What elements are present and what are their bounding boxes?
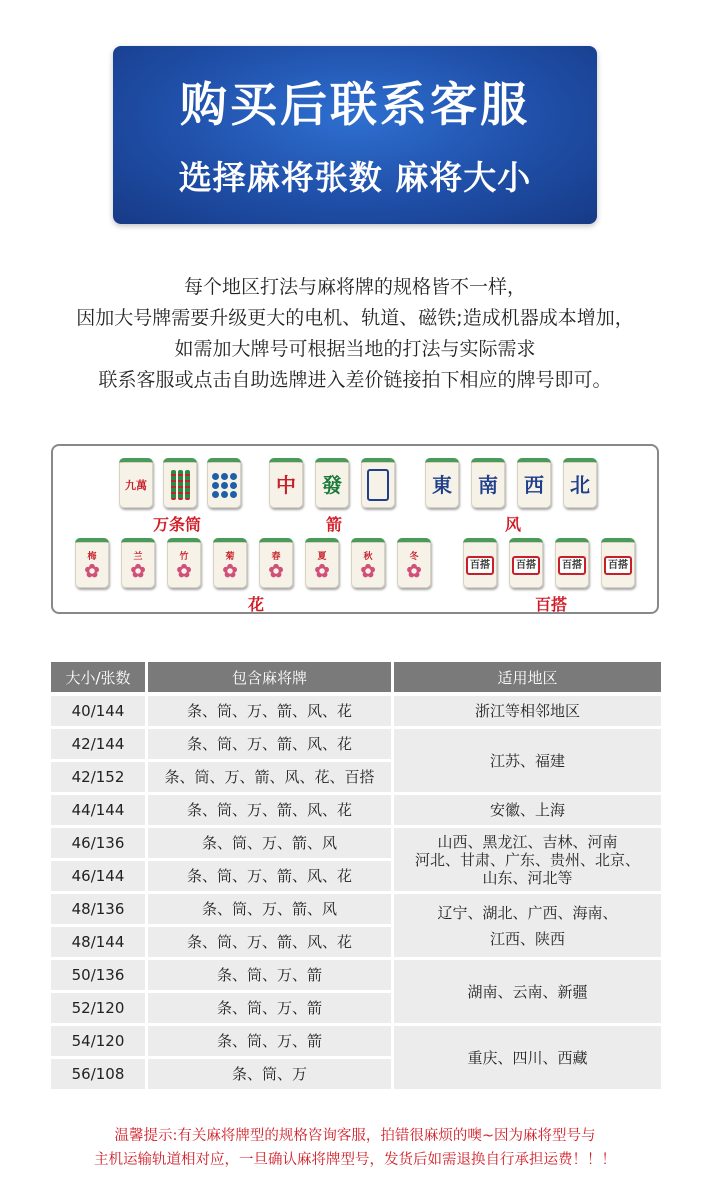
region-cell: 湖南、云南、新疆 bbox=[394, 960, 661, 1023]
north-wind-tile: 北 bbox=[563, 458, 597, 508]
intro-line: 联系客服或点击自助选牌进入差价链接拍下相应的牌号即可。 bbox=[98, 369, 612, 391]
warning-notice bbox=[0, 1124, 710, 1172]
size-cell: 50/136 bbox=[51, 960, 145, 990]
notice-line: 主机运输轨道相对应，一旦确认麻将牌型号，发货后如需退换自行承担运费！！！ bbox=[94, 1152, 616, 1168]
suits-label: 万条筒 bbox=[152, 515, 201, 534]
region-cell: 江苏、福建 bbox=[394, 729, 661, 792]
green-dragon-tile: 發 bbox=[315, 458, 349, 508]
region-cell: 浙江等相邻地区 bbox=[394, 696, 661, 726]
banner-title: 购买后联系客服 bbox=[180, 78, 530, 133]
baida-tile: 百搭 bbox=[555, 538, 589, 588]
white-dragon-tile bbox=[361, 458, 395, 508]
banner-subtitle: 选择麻将张数 麻将大小 bbox=[178, 158, 532, 197]
intro-line: 如需加大牌号可根据当地的打法与实际需求 bbox=[174, 338, 536, 360]
intro-line: 因加大号牌需要升级更大的电机、轨道、磁铁;造成机器成本增加， bbox=[76, 307, 634, 329]
flower-tile: 兰 ✿ bbox=[121, 538, 155, 588]
region-cell bbox=[394, 894, 661, 957]
baida-tile: 百搭 bbox=[509, 538, 543, 588]
notice-line: 温馨提示:有关麻将牌型的规格咨询客服，拍错很麻烦的噢~因为麻将型号与 bbox=[114, 1128, 596, 1144]
region-cell: 重庆、四川、西藏 bbox=[394, 1026, 661, 1089]
tiles-cell: 条、筒、万、箭、风、花 bbox=[148, 927, 391, 957]
size-cell: 40/144 bbox=[51, 696, 145, 726]
wan-tile: 九萬 bbox=[119, 458, 153, 508]
size-cell: 42/152 bbox=[51, 762, 145, 792]
flower-tile: 梅 ✿ bbox=[75, 538, 109, 588]
red-dragon-tile: 中 bbox=[269, 458, 303, 508]
dragons-label: 箭 bbox=[325, 515, 342, 534]
flower-tile: 春 ✿ bbox=[259, 538, 293, 588]
region-line: 辽宁、湖北、广西、海南、 bbox=[437, 903, 618, 922]
region-line: 江西、陕西 bbox=[489, 929, 565, 948]
flower-tile: 夏 ✿ bbox=[305, 538, 339, 588]
tiles-cell: 条、筒、万 bbox=[148, 1059, 391, 1089]
region-line: 山西、黑龙江、吉林、河南 bbox=[437, 832, 618, 851]
region-cell bbox=[394, 828, 661, 891]
intro-line: 每个地区打法与麻将牌的规格皆不一样， bbox=[183, 276, 526, 298]
size-cell: 44/144 bbox=[51, 795, 145, 825]
intro-text bbox=[0, 272, 710, 396]
size-cell: 42/144 bbox=[51, 729, 145, 759]
east-wind-tile: 東 bbox=[425, 458, 459, 508]
size-cell: 48/136 bbox=[51, 894, 145, 924]
south-wind-tile: 南 bbox=[471, 458, 505, 508]
header-region: 适用地区 bbox=[394, 662, 661, 692]
tiles-cell: 条、筒、万、箭、风、花 bbox=[148, 729, 391, 759]
flower-tile: 冬 ✿ bbox=[397, 538, 431, 588]
tiles-cell: 条、筒、万、箭 bbox=[148, 960, 391, 990]
tiles-cell: 条、筒、万、箭、风、花、百搭 bbox=[148, 762, 391, 792]
flowers-label: 花 bbox=[247, 595, 264, 614]
header-banner bbox=[113, 46, 597, 224]
tiles-cell: 条、筒、万、箭、风 bbox=[148, 828, 391, 858]
size-cell: 46/144 bbox=[51, 861, 145, 891]
tiles-cell: 条、筒、万、箭、风、花 bbox=[148, 861, 391, 891]
flower-tile: 菊 ✿ bbox=[213, 538, 247, 588]
size-cell: 54/120 bbox=[51, 1026, 145, 1056]
header-tiles: 包含麻将牌 bbox=[148, 662, 391, 692]
baida-tile: 百搭 bbox=[463, 538, 497, 588]
size-cell: 48/144 bbox=[51, 927, 145, 957]
size-cell: 56/108 bbox=[51, 1059, 145, 1089]
size-cell: 46/136 bbox=[51, 828, 145, 858]
flower-tile: 竹 ✿ bbox=[167, 538, 201, 588]
winds-label: 风 bbox=[504, 515, 521, 534]
circle-tile bbox=[207, 458, 241, 508]
region-line: 河北、甘肃、广东、贵州、北京、 bbox=[414, 850, 640, 869]
tiles-cell: 条、筒、万、箭、风、花 bbox=[148, 696, 391, 726]
header-size: 大小/张数 bbox=[51, 662, 145, 692]
region-line: 山东、河北等 bbox=[482, 868, 573, 887]
baida-tile: 百搭 bbox=[601, 538, 635, 588]
tile-showcase bbox=[51, 444, 659, 614]
tiles-cell: 条、筒、万、箭、风、花 bbox=[148, 795, 391, 825]
west-wind-tile: 西 bbox=[517, 458, 551, 508]
tiles-cell: 条、筒、万、箭 bbox=[148, 993, 391, 1023]
flower-tile: 秋 ✿ bbox=[351, 538, 385, 588]
baida-label: 百搭 bbox=[534, 595, 567, 614]
tiles-cell: 条、筒、万、箭 bbox=[148, 1026, 391, 1056]
tiles-cell: 条、筒、万、箭、风 bbox=[148, 894, 391, 924]
size-cell: 52/120 bbox=[51, 993, 145, 1023]
region-cell: 安徽、上海 bbox=[394, 795, 661, 825]
bamboo-tile bbox=[163, 458, 197, 508]
